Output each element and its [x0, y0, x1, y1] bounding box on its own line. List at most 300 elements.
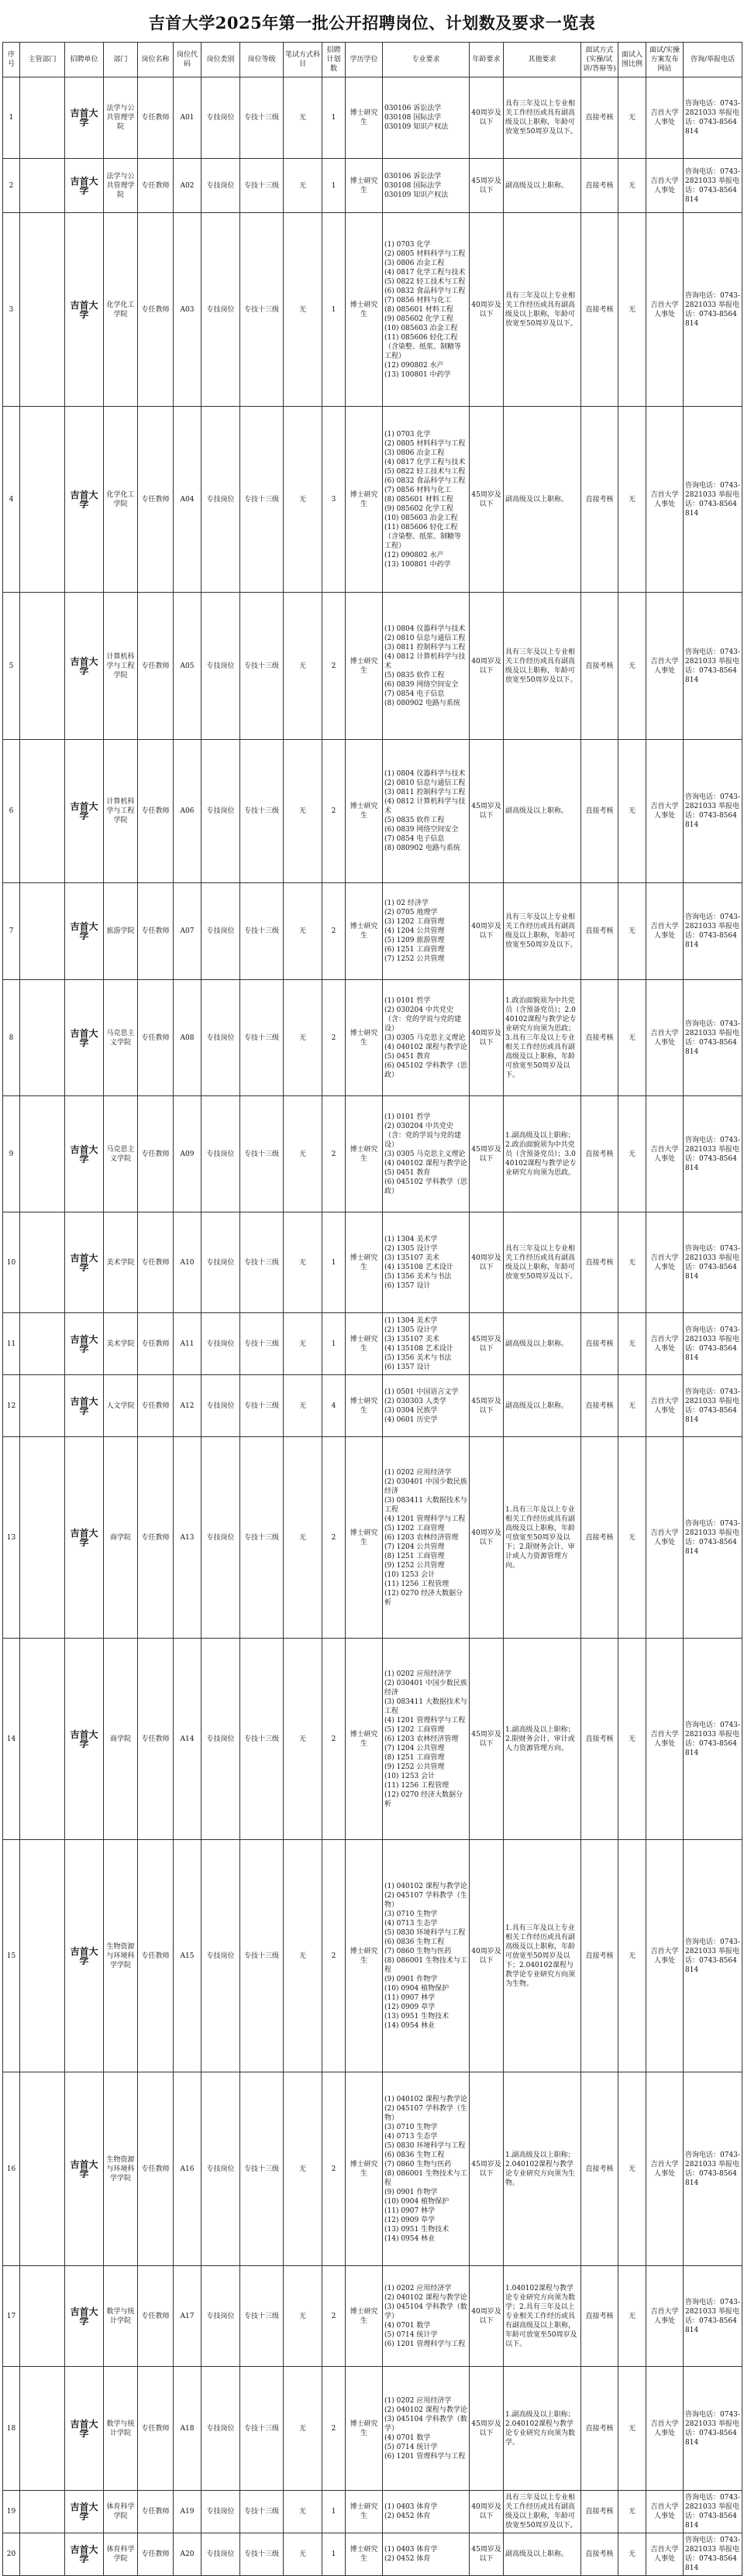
row-number: 1 [3, 77, 20, 159]
age-requirement-cell: 45周岁及以下 [470, 1096, 504, 1212]
post-type-cell: 专技岗位 [202, 2072, 240, 2266]
major-item: (4) 0701 数学 [384, 2321, 431, 2330]
post-level-cell: 专技十三级 [240, 159, 284, 213]
major-item: (12) 0909 草学 [384, 2003, 436, 2011]
major-requirement-cell [383, 593, 470, 740]
supervisor-cell [20, 1840, 65, 2072]
major-item: (6) 0832 食品科学与工程 [384, 287, 466, 295]
age-requirement-cell: 45周岁及以下 [470, 2533, 504, 2576]
education-cell: 博士研究生 [346, 1639, 383, 1840]
table-row [3, 77, 742, 159]
supervisor-cell [20, 2072, 65, 2266]
major-item: (2) 1305 设计学 [384, 1244, 438, 1253]
post-code-cell: A13 [174, 1437, 202, 1639]
post-code-cell: A11 [174, 1313, 202, 1375]
row-number: 5 [3, 593, 20, 740]
major-item: (12) 090802 水产 [384, 551, 444, 559]
major-requirement-cell [383, 1375, 470, 1437]
major-item: (6) 0832 食品科学与工程 [384, 476, 466, 485]
other-requirement-cell: 具有三年及以上专业相关工作经历或具有副高级及以上职称，年龄可放宽至50周岁及以下。 [504, 1212, 581, 1313]
contact-phone-cell: 咨询电话：0743-2821033 举报电话：0743-8564814 [684, 2491, 742, 2533]
contact-phone-cell: 咨询电话：0743-2821033 举报电话：0743-8564814 [684, 980, 742, 1096]
major-item: (7) 0860 生物与医药 [384, 2160, 452, 2168]
table-row [3, 1212, 742, 1313]
major-item: (2) 045107 学科教学（生物） [384, 1891, 467, 1909]
major-item: (6) 1201 管理科学与工程 [384, 2340, 466, 2348]
contact-phone-cell: 咨询电话：0743-2821033 举报电话：0743-8564814 [684, 213, 742, 407]
contact-phone-cell: 咨询电话：0743-2821033 举报电话：0743-8564814 [684, 1096, 742, 1212]
interview-ratio-cell: 无 [618, 1375, 646, 1437]
major-item: (3) 0710 生物学 [384, 2123, 438, 2131]
employer-cell: 吉首大学 [65, 1313, 104, 1375]
header-cell: 岗位代码 [174, 43, 202, 77]
header-cell: 岗位类别 [202, 43, 240, 77]
major-item: (2) 0805 材料科学与工程 [384, 439, 466, 448]
supervisor-cell [20, 1639, 65, 1840]
major-item: (5) 1209 旅游管理 [384, 937, 445, 944]
major-item: (4) 040102 课程与教学论 [384, 1159, 467, 1168]
contact-phone-cell: 咨询电话：0743-2821033 举报电话：0743-8564814 [684, 407, 742, 593]
major-item: (5) 0714 统计学 [384, 2443, 438, 2451]
other-requirement-cell: 1.副高级及以上职称；2.040102课程与教学论专业研究方向须为生物。 [504, 2072, 581, 2266]
post-type-cell: 专技岗位 [202, 407, 240, 593]
department-cell: 化学化工学院 [104, 213, 138, 407]
hiring-count-cell: 2 [322, 1639, 346, 1840]
education-cell: 博士研究生 [346, 1437, 383, 1639]
age-requirement-cell: 45周岁及以下 [470, 2072, 504, 2266]
table-row [3, 883, 742, 980]
post-level-cell: 专技十三级 [240, 980, 284, 1096]
header-cell: 专业要求 [383, 43, 470, 77]
department-cell: 人文学院 [104, 1375, 138, 1437]
department-cell: 生物资源与环境科学学院 [104, 1840, 138, 2072]
post-code-cell: A12 [174, 1375, 202, 1437]
major-item: (6) 0836 生物工程 [384, 1938, 445, 1946]
department-cell: 法学与公共管理学院 [104, 77, 138, 159]
major-item: (9) 085602 化学工程 [384, 504, 453, 513]
age-requirement-cell: 40周岁及以下 [470, 1840, 504, 2072]
major-item: (1) 0703 化学 [384, 430, 431, 439]
major-item: (3) 045104 学科教学（数学） [384, 2303, 467, 2320]
major-item: (5) 1202 工商管理 [384, 1524, 445, 1532]
interview-ratio-cell: 无 [618, 159, 646, 213]
major-item: (6) 045102 学科教学（思政） [384, 1178, 467, 1195]
employer-cell: 吉首大学 [65, 77, 104, 159]
employer-cell: 吉首大学 [65, 2491, 104, 2533]
page-title: 吉首大学2025年第一批公开招聘岗位、计划数及要求一览表 [148, 13, 596, 33]
exam-subject-cell: 无 [284, 1840, 322, 2072]
major-item: (3) 0710 生物学 [384, 1910, 438, 1918]
header-cell: 咨询/举报电话 [684, 43, 742, 77]
post-type-cell: 专技岗位 [202, 1212, 240, 1313]
post-name-cell: 专任教师 [138, 213, 174, 407]
contact-phone-cell: 咨询电话：0743-2821033 举报电话：0743-8564814 [684, 1212, 742, 1313]
post-type-cell: 专技岗位 [202, 980, 240, 1096]
exam-subject-cell: 无 [284, 2491, 322, 2533]
post-type-cell: 专技岗位 [202, 740, 240, 883]
major-item: (2) 040102 课程与教学论 [384, 2293, 467, 2302]
education-cell: 博士研究生 [346, 407, 383, 593]
major-item: (3) 1202 工商管理 [384, 918, 445, 926]
other-requirement-cell: 1.副高级及以上职称；2.限财务会计、审计或人力资源管理方向。 [504, 1639, 581, 1840]
post-level-cell: 专技十三级 [240, 1437, 284, 1639]
header-cell: 学历学位 [346, 43, 383, 77]
education-cell: 博士研究生 [346, 2367, 383, 2491]
major-requirement-cell [383, 407, 470, 593]
table-row [3, 2367, 742, 2491]
exam-subject-cell: 无 [284, 980, 322, 1096]
age-requirement-cell: 40周岁及以下 [470, 1437, 504, 1639]
supervisor-cell [20, 740, 65, 883]
post-name-cell: 专任教师 [138, 2072, 174, 2266]
post-level-cell: 专技十三级 [240, 407, 284, 593]
major-item: (1) 0101 哲学 [384, 1113, 431, 1121]
major-item: (1) 1304 美术学 [384, 1316, 438, 1325]
other-requirement-cell: 具有三年及以上专业相关工作经历或具有副高级及以上职称，年龄可放宽至50周岁及以下。 [504, 2491, 581, 2533]
header-cell: 笔试方式科目 [284, 43, 322, 77]
major-item: (4) 040102 课程与教学论 [384, 1043, 467, 1051]
header-cell: 序号 [3, 43, 20, 77]
other-requirement-cell: 1.政治面貌须为中共党员（含预备党员）；2.040102课程与教学论专业研究方向须为思政；3.具有三年及以上专业相关工作经历或具有副高级及以上职称，年龄可放宽至50周岁及以下。 [504, 980, 581, 1096]
major-item: (1) 0403 体育学 [384, 2546, 438, 2554]
education-cell: 博士研究生 [346, 980, 383, 1096]
major-item: (7) 0860 生物与医药 [384, 1947, 452, 1955]
post-code-cell: A04 [174, 407, 202, 593]
age-requirement-cell: 45周岁及以下 [470, 740, 504, 883]
post-name-cell: 专任教师 [138, 1212, 174, 1313]
major-item: (12) 0270 经济大数据分析 [384, 1589, 463, 1607]
row-number: 16 [3, 2072, 20, 2266]
department-cell: 商学院 [104, 1639, 138, 1840]
post-code-cell: A20 [174, 2533, 202, 2576]
major-item: (3) 0305 马克思主义理论 [384, 1033, 466, 1042]
supervisor-cell [20, 2266, 65, 2367]
interview-ratio-cell: 无 [618, 77, 646, 159]
major-item: (9) 0901 作物学 [384, 1975, 438, 1983]
exam-subject-cell: 无 [284, 2266, 322, 2367]
major-item: (4) 0701 数学 [384, 2433, 431, 2442]
education-cell: 博士研究生 [346, 2072, 383, 2266]
other-requirement-cell: 副高级及以上职称。 [504, 1375, 581, 1437]
major-item: (3) 0806 冶金工程 [384, 259, 445, 267]
interview-method-cell: 直接考核 [581, 1096, 618, 1212]
publish-site-cell: 吉首大学人事处 [646, 593, 684, 740]
employer-cell: 吉首大学 [65, 1096, 104, 1212]
post-code-cell: A17 [174, 2266, 202, 2367]
education-cell: 博士研究生 [346, 77, 383, 159]
post-level-cell: 专技十三级 [240, 1096, 284, 1212]
publish-site-cell: 吉首大学人事处 [646, 1212, 684, 1313]
table-header-row [3, 43, 742, 77]
post-code-cell: A09 [174, 1096, 202, 1212]
publish-site-cell: 吉首大学人事处 [646, 2266, 684, 2367]
employer-cell: 吉首大学 [65, 740, 104, 883]
education-cell: 博士研究生 [346, 1840, 383, 2072]
major-item: (4) 1201 管理科学与工程 [384, 1515, 466, 1523]
row-number: 17 [3, 2266, 20, 2367]
post-name-cell: 专任教师 [138, 407, 174, 593]
major-item: (5) 0830 环境科学与工程 [384, 2141, 466, 2150]
major-item: (8) 085601 材料工程 [384, 495, 453, 504]
major-item: (11) 0907 林学 [384, 2206, 436, 2215]
major-item: (4) 0817 化学工程与技术 [384, 458, 466, 466]
major-item: (4) 0817 化学工程与技术 [384, 268, 466, 277]
hiring-count-cell: 1 [322, 77, 346, 159]
interview-ratio-cell: 无 [618, 1212, 646, 1313]
major-requirement-cell [383, 2072, 470, 2266]
major-item: (7) 0854 电子信息 [384, 835, 445, 843]
supervisor-cell [20, 77, 65, 159]
publish-site-cell: 吉首大学人事处 [646, 1096, 684, 1212]
age-requirement-cell: 45周岁及以下 [470, 1313, 504, 1375]
contact-phone-cell: 咨询电话：0743-2821033 举报电话：0743-8564814 [684, 2533, 742, 2576]
row-number: 10 [3, 1212, 20, 1313]
major-item: (1) 0804 仪器科学与技术 [384, 624, 466, 633]
post-type-cell: 专技岗位 [202, 1639, 240, 1840]
post-type-cell: 专技岗位 [202, 2491, 240, 2533]
major-requirement-cell [383, 1096, 470, 1212]
post-level-cell: 专技十三级 [240, 1375, 284, 1437]
table-row [3, 1437, 742, 1639]
table-body [3, 77, 742, 2576]
post-name-cell: 专任教师 [138, 1096, 174, 1212]
major-item: (6) 1203 农林经济管理 [384, 1533, 459, 1542]
major-item: (6) 045102 学科教学（思政） [384, 1061, 467, 1079]
post-type-cell: 专技岗位 [202, 159, 240, 213]
row-number: 15 [3, 1840, 20, 2072]
education-cell: 博士研究生 [346, 883, 383, 980]
employer-cell: 吉首大学 [65, 2072, 104, 2266]
table-row [3, 593, 742, 740]
post-level-cell: 专技十三级 [240, 593, 284, 740]
post-code-cell: A07 [174, 883, 202, 980]
exam-subject-cell: 无 [284, 159, 322, 213]
header-cell: 招聘单位 [65, 43, 104, 77]
major-item: (7) 0856 材料与化工 [384, 486, 452, 494]
major-item: (3) 0811 控制科学与工程 [384, 643, 466, 652]
hiring-count-cell: 1 [322, 159, 346, 213]
major-item: (8) 086001 生物技术与工程 [384, 2169, 467, 2187]
supervisor-cell [20, 593, 65, 740]
header-cell: 其他要求 [504, 43, 581, 77]
hiring-count-cell: 1 [322, 1313, 346, 1375]
major-item: 030106 诉讼法学 [384, 172, 442, 181]
other-requirement-cell: 1.具有三年及以上专业相关工作经历或具有副高级及以上职称，年龄可放宽至50周岁及以下；2.040102课程与教学论专业研究方向须为生物。 [504, 1840, 581, 2072]
major-item: (5) 1356 美术与书法 [384, 1353, 452, 1362]
hiring-count-cell: 3 [322, 407, 346, 593]
post-level-cell: 专技十三级 [240, 1313, 284, 1375]
major-requirement-cell [383, 2491, 470, 2533]
supervisor-cell [20, 980, 65, 1096]
table-row [3, 740, 742, 883]
major-item: (6) 0839 网络空间安全 [384, 826, 459, 834]
employer-cell: 吉首大学 [65, 1639, 104, 1840]
table-row [3, 1313, 742, 1375]
interview-method-cell: 直接考核 [581, 213, 618, 407]
interview-ratio-cell: 无 [618, 2266, 646, 2367]
employer-cell: 吉首大学 [65, 2533, 104, 2576]
interview-method-cell: 直接考核 [581, 593, 618, 740]
department-cell: 商学院 [104, 1437, 138, 1639]
recruitment-table [2, 42, 742, 2576]
department-cell: 马克思主义学院 [104, 1096, 138, 1212]
table-row [3, 1840, 742, 2072]
interview-method-cell: 直接考核 [581, 1437, 618, 1639]
publish-site-cell: 吉首大学人事处 [646, 1313, 684, 1375]
interview-method-cell: 直接考核 [581, 1313, 618, 1375]
post-type-cell: 专技岗位 [202, 883, 240, 980]
major-item: (1) 0202 应用经济学 [384, 2396, 452, 2405]
other-requirement-cell: 具有三年及以上专业相关工作经历或具有副高级及以上职称，年龄可放宽至50周岁及以下。 [504, 593, 581, 740]
employer-cell: 吉首大学 [65, 213, 104, 407]
post-level-cell: 专技十三级 [240, 883, 284, 980]
major-item: (12) 0909 草学 [384, 2216, 436, 2224]
contact-phone-cell: 咨询电话：0743-2821033 举报电话：0743-8564814 [684, 2266, 742, 2367]
post-code-cell: A18 [174, 2367, 202, 2491]
post-code-cell: A05 [174, 593, 202, 740]
contact-phone-cell: 咨询电话：0743-2821033 举报电话：0743-8564814 [684, 77, 742, 159]
age-requirement-cell: 40周岁及以下 [470, 883, 504, 980]
table-row [3, 407, 742, 593]
major-item: (8) 080902 电路与系统 [384, 699, 460, 707]
major-item: (2) 030204 中共党史（含：党的学说与党的建设） [384, 1006, 462, 1033]
exam-subject-cell: 无 [284, 740, 322, 883]
post-type-cell: 专技岗位 [202, 1313, 240, 1375]
post-code-cell: A02 [174, 159, 202, 213]
major-requirement-cell [383, 2367, 470, 2491]
exam-subject-cell: 无 [284, 883, 322, 980]
contact-phone-cell: 咨询电话：0743-2821033 举报电话：0743-8564814 [684, 1639, 742, 1840]
major-item: (13) 0951 生物技术 [384, 2012, 450, 2021]
major-item: (5) 0714 统计学 [384, 2330, 438, 2339]
major-item: (1) 0703 化学 [384, 240, 431, 249]
exam-subject-cell: 无 [284, 2072, 322, 2266]
major-item: (4) 0601 历史学 [384, 1415, 438, 1424]
education-cell: 博士研究生 [346, 2266, 383, 2367]
employer-cell: 吉首大学 [65, 1437, 104, 1639]
major-item: (2) 030204 中共党史（含：党的学说与党的建设） [384, 1122, 462, 1149]
education-cell: 博士研究生 [346, 2533, 383, 2576]
row-number: 4 [3, 407, 20, 593]
major-item: (8) 1251 工商管理 [384, 1753, 445, 1762]
major-item: (1) 040102 课程与教学论 [384, 1882, 467, 1890]
table-row [3, 2072, 742, 2266]
major-item: (6) 1201 管理科学与工程 [384, 2452, 466, 2461]
age-requirement-cell: 45周岁及以下 [470, 2367, 504, 2491]
major-item: (7) 0856 材料与化工 [384, 296, 452, 304]
major-item: (8) 085601 材料工程 [384, 305, 453, 314]
table-row [3, 980, 742, 1096]
major-item: (6) 1357 设计 [384, 1281, 431, 1290]
major-item: (7) 1204 公共管理 [384, 1543, 445, 1551]
major-item: (8) 080902 电路与系统 [384, 844, 460, 852]
post-type-cell: 专技岗位 [202, 2367, 240, 2491]
age-requirement-cell: 40周岁及以下 [470, 77, 504, 159]
other-requirement-cell: 副高级及以上职称。 [504, 159, 581, 213]
post-name-cell: 专任教师 [138, 740, 174, 883]
major-item: (5) 0830 环境科学与工程 [384, 1928, 466, 1937]
post-code-cell: A15 [174, 1840, 202, 2072]
supervisor-cell [20, 2367, 65, 2491]
interview-method-cell: 直接考核 [581, 883, 618, 980]
major-item: (2) 045107 学科教学（生物） [384, 2104, 467, 2122]
hiring-count-cell: 2 [322, 1096, 346, 1212]
post-name-cell: 专任教师 [138, 593, 174, 740]
contact-phone-cell: 咨询电话：0743-2821033 举报电话：0743-8564814 [684, 740, 742, 883]
other-requirement-cell: 1.副高级及以上职称；2.政治面貌须为中共党员（含预备党员）；3.040102课程与教学论专业研究方向须为思政。 [504, 1096, 581, 1212]
major-item: (12) 0270 经济大数据分析 [384, 1790, 463, 1808]
major-requirement-cell [383, 213, 470, 407]
major-item: (4) 1201 管理科学与工程 [384, 1716, 466, 1725]
interview-ratio-cell: 无 [618, 1096, 646, 1212]
table-row [3, 2491, 742, 2533]
major-item: (5) 0822 轻工技术与工程 [384, 277, 466, 286]
exam-subject-cell: 无 [284, 593, 322, 740]
publish-site-cell: 吉首大学人事处 [646, 883, 684, 980]
publish-site-cell: 吉首大学人事处 [646, 77, 684, 159]
major-item: (3) 0304 民族学 [384, 1406, 438, 1415]
row-number: 18 [3, 2367, 20, 2491]
exam-subject-cell: 无 [284, 1639, 322, 1840]
major-item: (1) 02 经济学 [384, 899, 429, 907]
department-cell: 美术学院 [104, 1212, 138, 1313]
major-item: (1) 0202 应用经济学 [384, 2284, 452, 2292]
department-cell: 美术学院 [104, 1313, 138, 1375]
department-cell: 法学与公共管理学院 [104, 159, 138, 213]
employer-cell: 吉首大学 [65, 2367, 104, 2491]
department-cell: 体育科学学院 [104, 2491, 138, 2533]
employer-cell: 吉首大学 [65, 159, 104, 213]
post-level-cell: 专技十三级 [240, 2266, 284, 2367]
post-type-cell: 专技岗位 [202, 1840, 240, 2072]
hiring-count-cell: 2 [322, 1437, 346, 1639]
contact-phone-cell: 咨询电话：0743-2821033 举报电话：0743-8564814 [684, 593, 742, 740]
post-name-cell: 专任教师 [138, 2266, 174, 2367]
interview-method-cell: 直接考核 [581, 2533, 618, 2576]
department-cell: 计算机科学与工程学院 [104, 740, 138, 883]
major-item: (1) 040102 课程与教学论 [384, 2095, 467, 2103]
major-item: (12) 090802 水产 [384, 361, 444, 370]
supervisor-cell [20, 1212, 65, 1313]
major-item: (11) 085606 轻化工程（含染整、纸浆、制糖等工程） [384, 523, 462, 550]
supervisor-cell [20, 1313, 65, 1375]
interview-method-cell: 直接考核 [581, 2072, 618, 2266]
department-cell: 化学化工学院 [104, 407, 138, 593]
post-type-cell: 专技岗位 [202, 593, 240, 740]
major-item: (2) 030401 中国少数民族经济 [384, 1477, 467, 1495]
other-requirement-cell: 副高级及以上职称。 [504, 407, 581, 593]
major-item: (3) 0806 冶金工程 [384, 449, 445, 457]
row-number: 12 [3, 1375, 20, 1437]
major-item: (5) 0835 软件工程 [384, 671, 445, 679]
major-item: (11) 1256 工程管理 [384, 1580, 450, 1588]
interview-method-cell: 直接考核 [581, 1639, 618, 1840]
education-cell: 博士研究生 [346, 593, 383, 740]
age-requirement-cell: 45周岁及以下 [470, 407, 504, 593]
exam-subject-cell: 无 [284, 77, 322, 159]
publish-site-cell: 吉首大学人事处 [646, 2533, 684, 2576]
header-cell: 面试方式(实操/试讲/答辩等) [581, 43, 618, 77]
department-cell: 计算机科学与工程学院 [104, 593, 138, 740]
supervisor-cell [20, 1375, 65, 1437]
major-item: (7) 1204 公共管理 [384, 1744, 445, 1752]
employer-cell: 吉首大学 [65, 1212, 104, 1313]
other-requirement-cell: 具有三年及以上专业相关工作经历或具有副高级及以上职称，年龄可放宽至50周岁及以下。 [504, 213, 581, 407]
employer-cell: 吉首大学 [65, 407, 104, 593]
post-name-cell: 专任教师 [138, 2491, 174, 2533]
interview-method-cell: 直接考核 [581, 1840, 618, 2072]
major-item: (2) 0805 材料科学与工程 [384, 249, 466, 258]
